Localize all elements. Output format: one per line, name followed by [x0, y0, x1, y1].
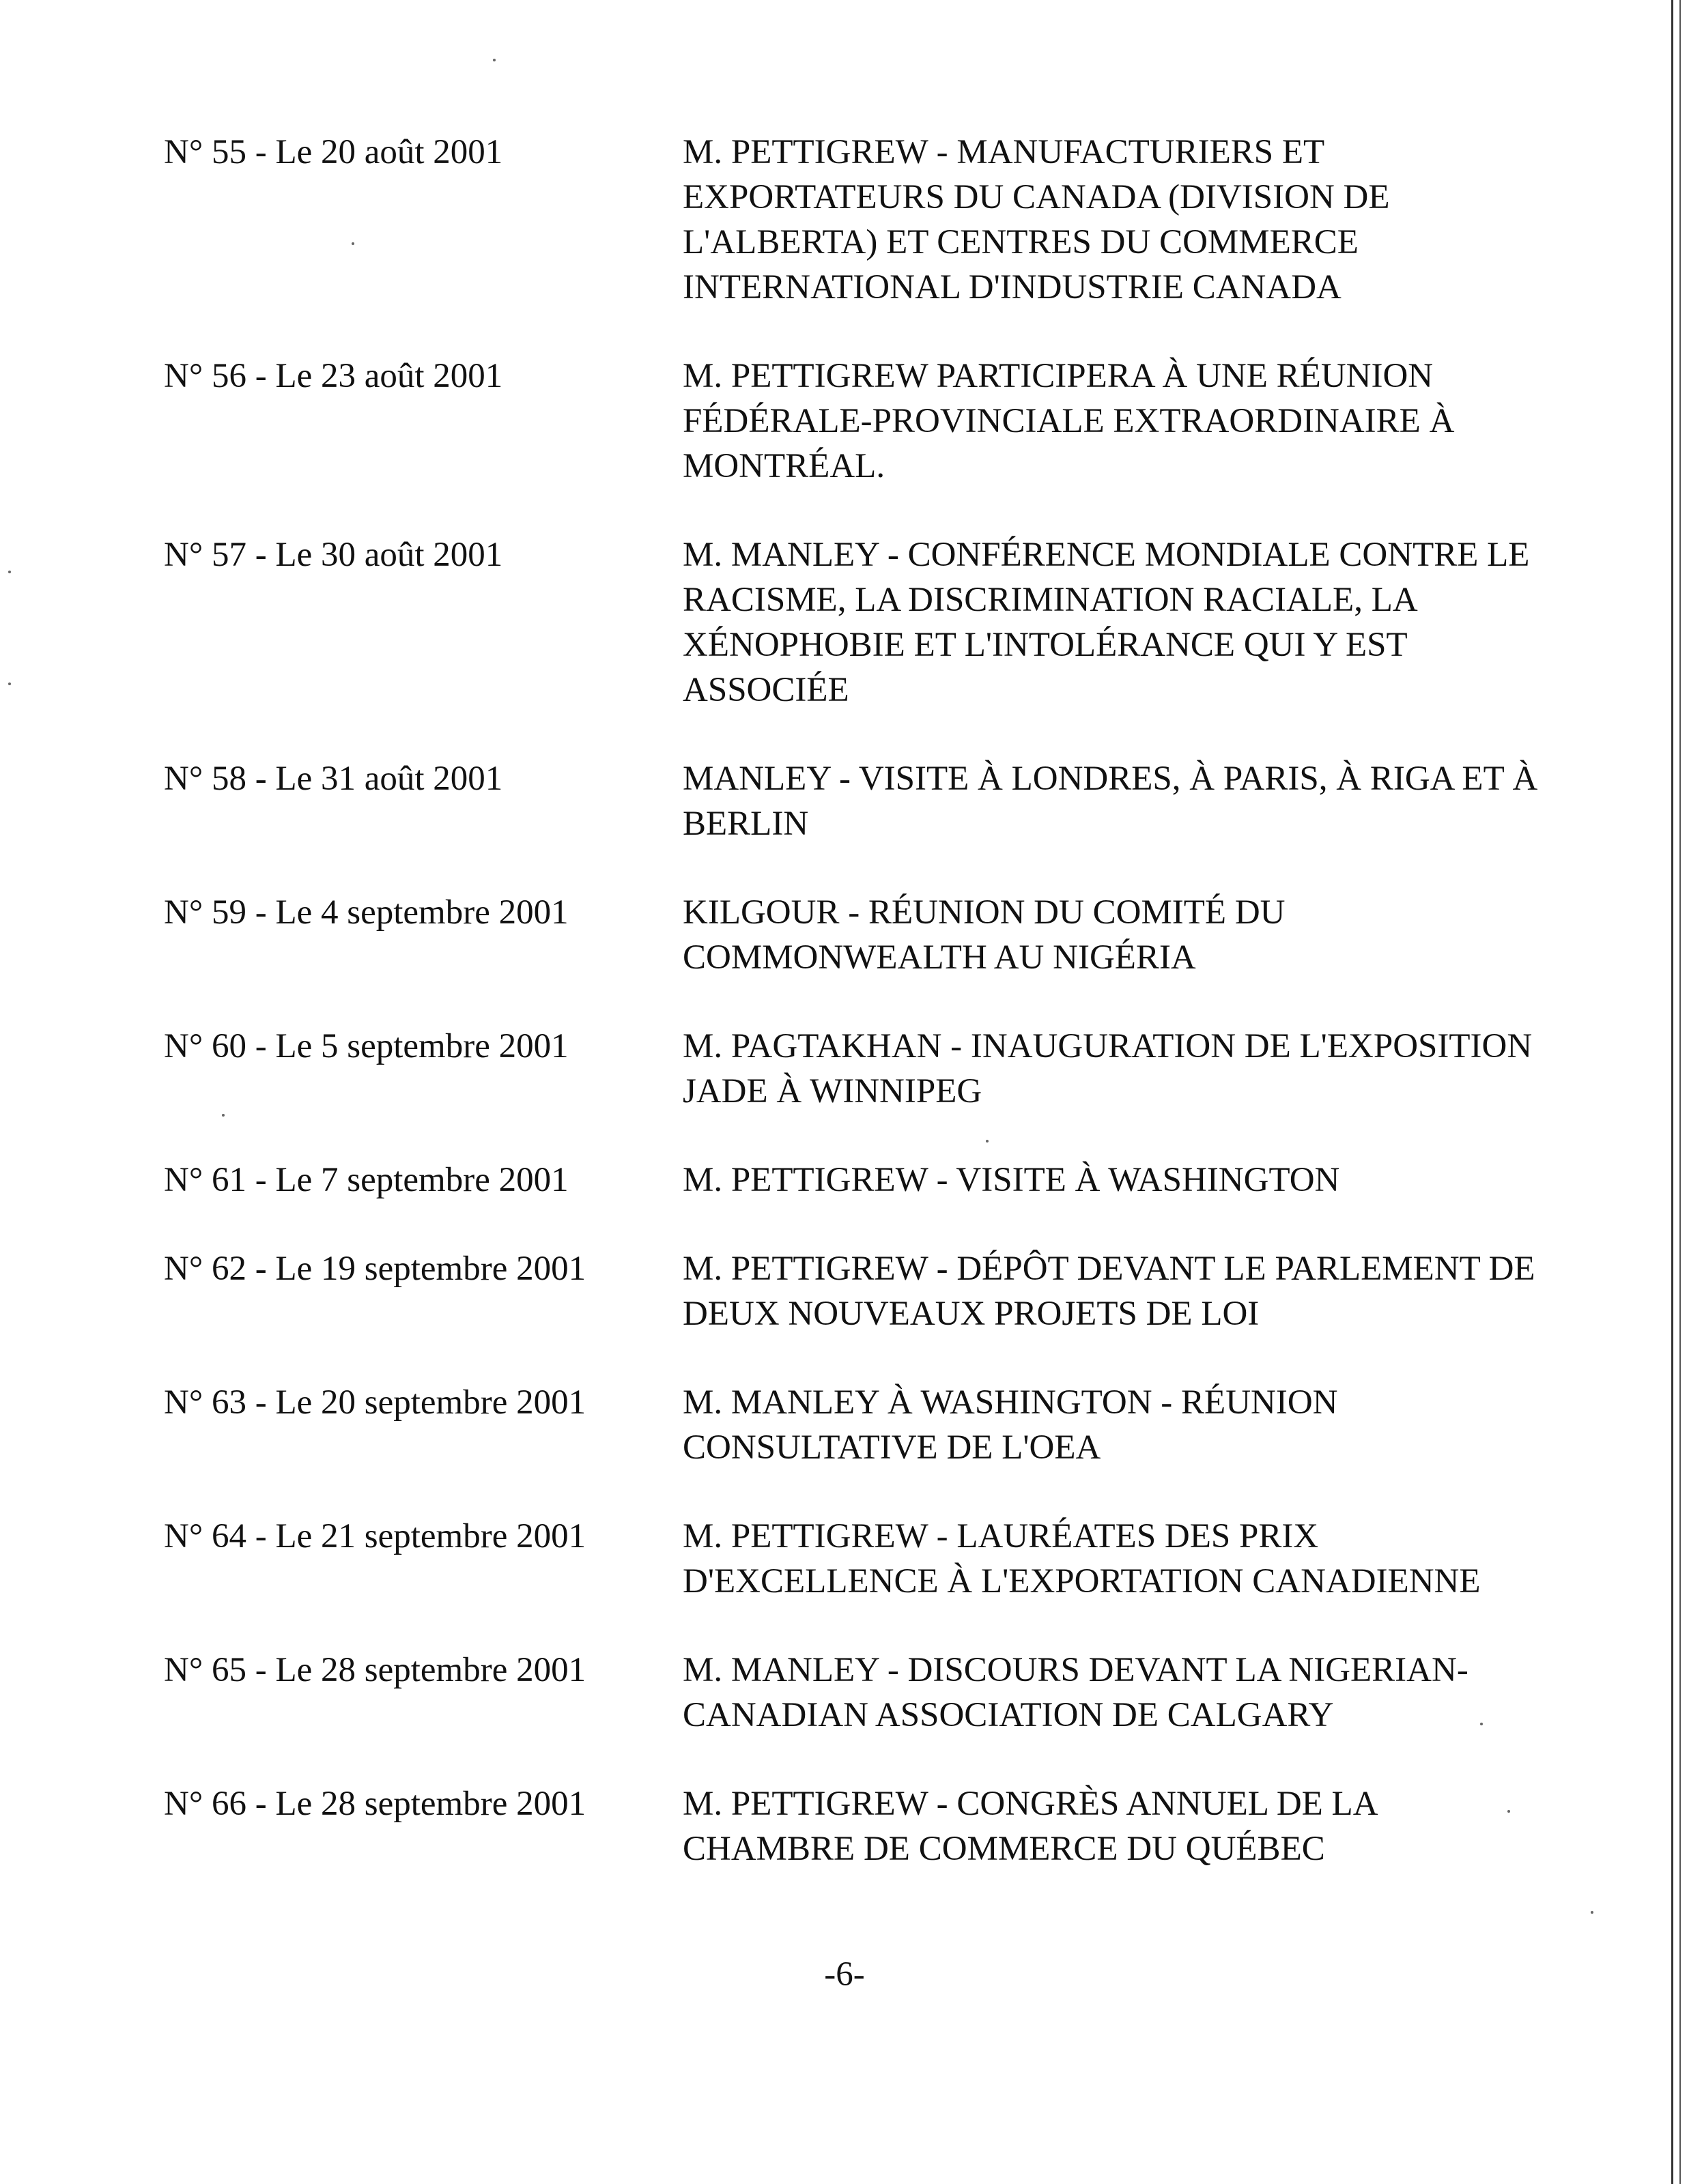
- release-title: MANLEY - VISITE À LONDRES, À PARIS, À RIGA ET À BERLIN: [683, 760, 1538, 843]
- release-title: M. MANLEY À WASHINGTON - RÉUNION CONSULTATIVE DE L'OEA: [683, 1383, 1338, 1467]
- list-item: [164, 1781, 1543, 1871]
- release-date: N° 57 - Le 30 août 2001: [164, 536, 503, 574]
- release-title: M. PETTIGREW - MANUFACTURIERS ET EXPORTATEURS DU CANADA (DIVISION DE L'ALBERTA) ET CENTRES DU COMMERCE INTERNATIONAL D'INDUSTRIE CANADA: [683, 133, 1390, 306]
- list-item: [164, 890, 1543, 980]
- release-title: M. MANLEY - DISCOURS DEVANT LA NIGERIAN-CANADIAN ASSOCIATION DE CALGARY: [683, 1651, 1468, 1734]
- list-item: [164, 1158, 1543, 1203]
- release-title: M. PETTIGREW - CONGRÈS ANNUEL DE LA CHAMBRE DE COMMERCE DU QUÉBEC: [683, 1785, 1376, 1868]
- list-item: [164, 1246, 1543, 1336]
- release-date: N° 56 - Le 23 août 2001: [164, 357, 503, 395]
- list-item: [164, 532, 1543, 713]
- release-date: N° 64 - Le 21 septembre 2001: [164, 1517, 586, 1555]
- release-date: N° 60 - Le 5 septembre 2001: [164, 1027, 569, 1065]
- scan-speck: [986, 1140, 989, 1143]
- release-date: N° 55 - Le 20 août 2001: [164, 133, 503, 171]
- scan-border: [1671, 0, 1681, 2184]
- list-item: [164, 1024, 1543, 1114]
- list-item: [164, 756, 1543, 846]
- release-list: [164, 130, 1543, 1871]
- release-date: N° 63 - Le 20 septembre 2001: [164, 1383, 586, 1422]
- list-item: [164, 1648, 1543, 1738]
- list-item: [164, 130, 1543, 310]
- release-date: N° 65 - Le 28 septembre 2001: [164, 1651, 586, 1689]
- release-title: M. PETTIGREW PARTICIPERA À UNE RÉUNION FÉDÉRALE-PROVINCIALE EXTRAORDINAIRE À MONTRÉAL.: [683, 357, 1455, 485]
- list-item: [164, 1380, 1543, 1470]
- release-date: N° 59 - Le 4 septembre 2001: [164, 893, 569, 932]
- release-title: M. PETTIGREW - LAURÉATES DES PRIX D'EXCELLENCE À L'EXPORTATION CANADIENNE: [683, 1517, 1481, 1600]
- list-item: [164, 354, 1543, 489]
- release-title: M. PETTIGREW - DÉPÔT DEVANT LE PARLEMENT DE DEUX NOUVEAUX PROJETS DE LOI: [683, 1250, 1535, 1333]
- scan-speck: [1480, 1723, 1483, 1725]
- scan-speck: [1507, 1810, 1510, 1813]
- release-date: N° 58 - Le 31 août 2001: [164, 760, 503, 798]
- release-date: N° 61 - Le 7 septembre 2001: [164, 1161, 569, 1199]
- scan-speck: [8, 682, 11, 685]
- scan-speck: [8, 571, 11, 573]
- scan-speck: [222, 1114, 225, 1117]
- release-date: N° 62 - Le 19 septembre 2001: [164, 1250, 586, 1288]
- scan-speck: [1591, 1911, 1593, 1914]
- list-item: [164, 1514, 1543, 1604]
- release-date: N° 66 - Le 28 septembre 2001: [164, 1785, 586, 1823]
- scan-speck: [493, 59, 496, 61]
- release-title: M. PETTIGREW - VISITE À WASHINGTON: [683, 1161, 1340, 1199]
- release-title: M. PAGTAKHAN - INAUGURATION DE L'EXPOSITION JADE À WINNIPEG: [683, 1027, 1533, 1110]
- page-number: -6-: [824, 1955, 865, 1994]
- release-title: KILGOUR - RÉUNION DU COMITÉ DU COMMONWEALTH AU NIGÉRIA: [683, 893, 1286, 977]
- scan-speck: [352, 242, 354, 245]
- release-title: M. MANLEY - CONFÉRENCE MONDIALE CONTRE LE RACISME, LA DISCRIMINATION RACIALE, LA XÉNOPHOBIE ET L'INTOLÉRANCE QUI Y EST ASSOCIÉE: [683, 536, 1530, 709]
